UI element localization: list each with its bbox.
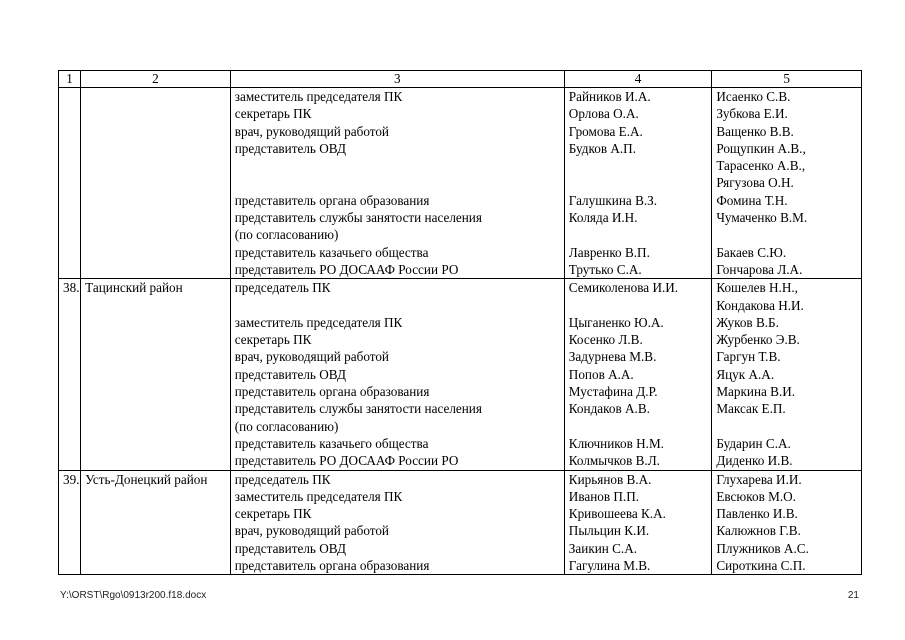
row-number: 38. [59, 279, 81, 470]
member-name: Будков А.П. [568, 140, 637, 156]
role-line: представитель ОВД [234, 140, 347, 156]
reserve-member-name: Ващенко В.В. [716, 123, 794, 139]
reserve-member-name: Диденко И.В. [716, 453, 793, 469]
role-line: представитель казачьего общества [234, 244, 429, 260]
reserve-member-name: Яцук А.А. [716, 366, 775, 382]
role-line: представитель РО ДОСААФ России РО [234, 453, 459, 469]
member-name: Задурнева М.В. [568, 349, 657, 365]
role-line: представитель органа образования [234, 558, 430, 574]
role-line [235, 157, 560, 174]
reserve-member-name: Кондакова Н.И. [716, 297, 804, 313]
member-name [569, 174, 708, 191]
table-row [59, 88, 862, 279]
role-line: секретарь ПК [234, 506, 312, 522]
role-line: врач, руководящий работой [234, 123, 389, 139]
member-name: Гагулина М.В. [568, 558, 651, 574]
role-line: представитель службы занятости населения [234, 210, 482, 226]
reserve-member-name: Гаргун Т.В. [716, 349, 781, 365]
table-row [59, 470, 862, 575]
reserve-member-name: Жуков В.Б. [716, 314, 779, 330]
role-line [235, 174, 560, 191]
reserve-member-name: Тарасенко А.В., [716, 158, 806, 174]
commission-table [58, 70, 862, 575]
role-line: секретарь ПК [234, 332, 312, 348]
member-name: Кондаков А.В. [568, 401, 650, 417]
table-row [59, 279, 862, 470]
member-name: Мустафина Д.Р. [568, 384, 658, 400]
member-name: Трутько С.А. [568, 261, 642, 277]
member-name: Иванов П.П. [568, 488, 640, 504]
reserve-member-name: Бударин С.А. [716, 435, 791, 451]
members-cell [564, 470, 712, 575]
role-line: секретарь ПК [234, 106, 312, 122]
member-name [569, 157, 708, 174]
reserve-member-name [716, 418, 857, 435]
table-header [59, 71, 862, 88]
role-line: (по согласованию) [234, 227, 339, 243]
roles-cell [230, 470, 564, 575]
reserve-member-name: Евсюков М.О. [716, 488, 796, 504]
member-name: Колмычков В.Л. [568, 453, 660, 469]
table-body [59, 88, 862, 575]
member-name: Лавренко В.П. [568, 244, 650, 260]
role-line: представитель органа образования [234, 192, 430, 208]
member-name: Заикин С.А. [568, 540, 638, 556]
reserve-member-name: Бакаев С.Ю. [716, 244, 787, 260]
member-name: Семиколенова И.И. [568, 280, 679, 296]
role-line: представитель РО ДОСААФ России РО [234, 261, 459, 277]
reserve-member-name: Максак Е.П. [716, 401, 786, 417]
role-line: представитель ОВД [234, 540, 347, 556]
reserve-member-name: Плужников А.С. [716, 540, 809, 556]
reserve-member-name: Зубкова Е.И. [716, 106, 788, 122]
reserve-member-name: Рощупкин А.В., [716, 140, 806, 156]
role-line: (по согласованию) [234, 418, 339, 434]
reserve-member-name: Павленко И.В. [716, 506, 798, 522]
member-name: Попов А.А. [568, 366, 634, 382]
reserve-member-name: Калюжнов Г.В. [716, 523, 801, 539]
reserve-member-name: Сироткина С.П. [716, 558, 806, 574]
member-name [569, 418, 708, 435]
header-row [59, 71, 862, 88]
members-cell [564, 88, 712, 279]
reserve-member-name: Маркина В.И. [716, 384, 796, 400]
role-line: представитель органа образования [234, 384, 430, 400]
page-number: 21 [847, 590, 859, 601]
reserve-member-name: Чумаченко В.М. [716, 210, 808, 226]
reserve-member-name [716, 226, 857, 243]
header-col-5: 5 [712, 71, 862, 88]
reserve-cell [712, 88, 862, 279]
member-name: Галушкина В.З. [568, 192, 658, 208]
member-name: Пыльцин К.И. [568, 523, 650, 539]
footer-file-path: Y:\ORST\Rgo\0913r200.f18.docx [60, 590, 207, 601]
reserve-member-name: Исаенко С.В. [716, 89, 791, 104]
member-name: Орлова О.А. [568, 106, 639, 122]
reserve-cell [712, 279, 862, 470]
member-name: Ключников Н.М. [568, 435, 664, 451]
role-line: представитель ОВД [234, 366, 347, 382]
reserve-member-name: Журбенко Э.В. [716, 332, 800, 348]
role-line: врач, руководящий работой [234, 523, 389, 539]
role-line: представитель службы занятости населения [234, 401, 482, 417]
row-number: 39. [59, 470, 81, 575]
member-name: Кирьянов В.А. [568, 471, 652, 487]
header-col-3: 3 [230, 71, 564, 88]
member-name: Громова Е.А. [568, 123, 643, 139]
reserve-member-name: Глухарева И.И. [716, 471, 802, 487]
member-name: Цыганенко Ю.А. [568, 314, 664, 330]
roles-cell [230, 279, 564, 470]
role-line: председатель ПК [234, 471, 331, 487]
role-line: заместитель председателя ПК [234, 89, 403, 104]
role-line [235, 297, 560, 314]
district-name [81, 88, 231, 279]
member-name [569, 226, 708, 243]
reserve-member-name: Фомина Т.Н. [716, 192, 788, 208]
roles-cell [230, 88, 564, 279]
member-name: Коляда И.Н. [568, 210, 638, 226]
member-name: Кривошеева К.А. [568, 506, 666, 522]
members-cell [564, 279, 712, 470]
row-number [59, 88, 81, 279]
member-name: Косенко Л.В. [568, 332, 643, 348]
role-line: заместитель председателя ПК [234, 314, 403, 330]
role-line: председатель ПК [234, 280, 331, 296]
header-col-1: 1 [59, 71, 81, 88]
role-line: заместитель председателя ПК [234, 488, 403, 504]
member-name [569, 297, 708, 314]
role-line: представитель казачьего общества [234, 435, 429, 451]
header-col-4: 4 [564, 71, 712, 88]
role-line: врач, руководящий работой [234, 349, 389, 365]
reserve-member-name: Рягузова О.Н. [716, 175, 794, 191]
member-name: Райников И.А. [568, 89, 651, 104]
district-name: Усть-Донецкий район [81, 470, 231, 575]
header-col-2: 2 [81, 71, 231, 88]
reserve-member-name: Кошелев Н.Н., [716, 280, 798, 296]
reserve-member-name: Гончарова Л.А. [716, 261, 803, 277]
district-name: Тацинский район [81, 279, 231, 470]
reserve-cell [712, 470, 862, 575]
